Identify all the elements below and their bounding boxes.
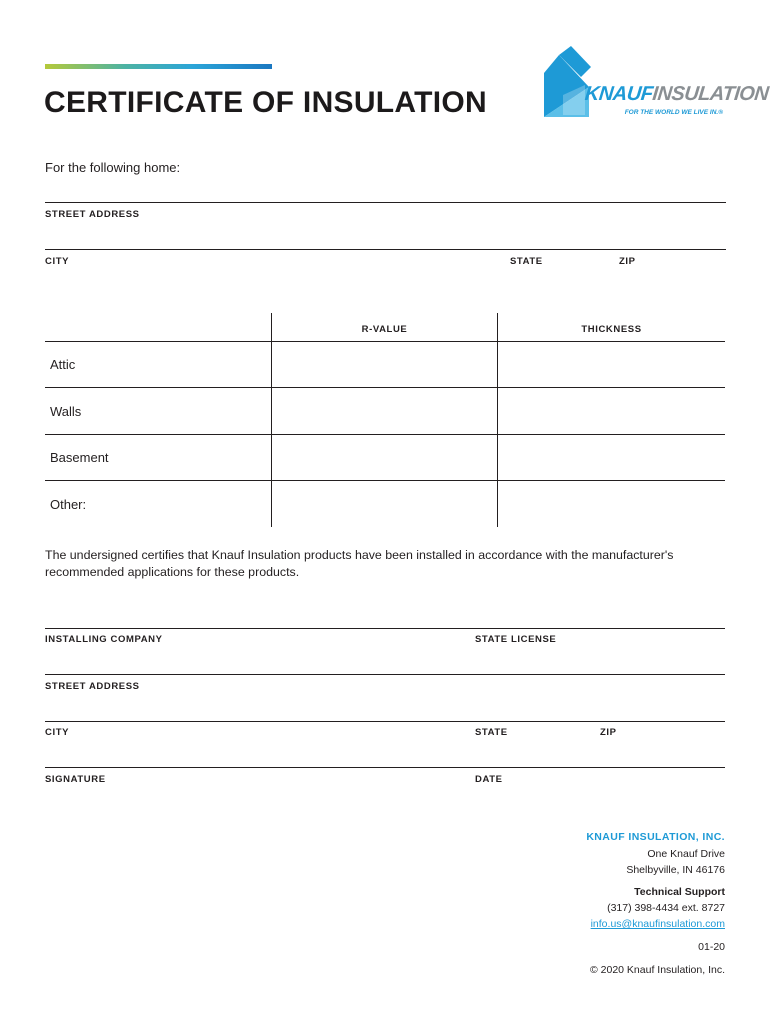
footer-address-line2: Shelbyville, IN 46176 [626,864,725,876]
table-row-divider [45,387,725,388]
home-street-address-field[interactable]: STREET ADDRESS [45,209,140,220]
divider [45,202,726,203]
home-city-field[interactable]: CITY [45,256,70,267]
divider [45,721,725,722]
footer-phone: (317) 398-4434 ext. 8727 [607,902,725,914]
logo-wordmark-light: INSULATION [651,83,770,105]
column-header-thickness: THICKNESS [581,324,642,335]
walls-r-value-cell[interactable] [273,389,496,433]
divider [45,249,726,250]
column-header-r-value: R-VALUE [361,324,408,335]
state-license-field[interactable]: STATE LICENSE [475,634,557,645]
attic-thickness-cell[interactable] [499,343,725,386]
installer-state-field[interactable]: STATE [475,727,508,738]
footer-email-link[interactable]: info.us@knaufinsulation.com [590,918,725,930]
other-thickness-cell[interactable] [499,482,725,526]
walls-thickness-cell[interactable] [499,389,725,433]
divider [45,628,725,629]
table-column-divider [497,313,498,527]
divider [45,767,725,768]
page-title: CERTIFICATE OF INSULATION [44,86,488,119]
footer-company-name: KNAUF INSULATION, INC. [586,831,725,843]
date-field[interactable]: DATE [475,774,503,785]
basement-r-value-cell[interactable] [273,436,496,479]
footer-address-line1: One Knauf Drive [647,848,725,860]
table-row-divider [45,434,725,435]
row-label-attic: Attic [50,357,76,372]
installing-company-field[interactable]: INSTALLING COMPANY [45,634,163,645]
table-row-divider [45,480,725,481]
footer-copyright: © 2020 Knauf Insulation, Inc. [590,964,725,976]
footer-support-heading: Technical Support [634,886,725,898]
other-r-value-cell[interactable] [273,482,496,526]
certification-statement: The undersigned certifies that Knauf Insulation products have been installed in accordance with the manufacturer's recommended applications for these products. [45,548,674,579]
brand-accent-bar [45,64,272,69]
basement-thickness-cell[interactable] [499,436,725,479]
logo-wordmark-bold: KNAUF [583,83,654,105]
installer-city-field[interactable]: CITY [45,727,70,738]
table-column-divider [271,313,272,527]
attic-r-value-cell[interactable] [273,343,496,386]
table-row-divider [45,341,725,342]
intro-text: For the following home: [45,160,181,175]
home-state-field[interactable]: STATE [510,256,543,267]
footer-form-code: 01-20 [698,941,725,953]
knauf-insulation-logo [541,45,770,125]
logo-tagline: FOR THE WORLD WE LIVE IN.® [624,109,723,116]
installer-street-address-field[interactable]: STREET ADDRESS [45,681,140,692]
home-zip-field[interactable]: ZIP [619,256,636,267]
row-label-basement: Basement [50,450,109,465]
logo-wordmark [584,83,770,106]
row-label-other: Other: [50,497,87,512]
installer-zip-field[interactable]: ZIP [600,727,617,738]
signature-field[interactable]: SIGNATURE [45,774,106,785]
row-label-walls: Walls [50,404,82,419]
divider [45,674,725,675]
